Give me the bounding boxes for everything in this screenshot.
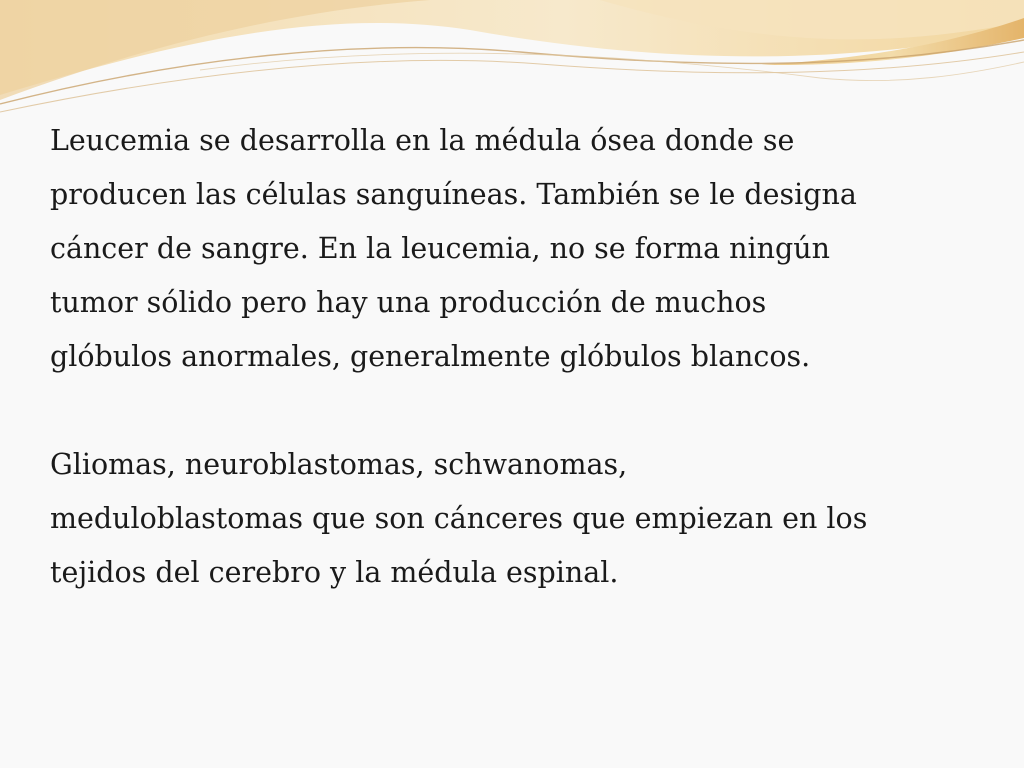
- text-line: meduloblastomas que son cánceres que empiezan en los: [50, 502, 868, 535]
- slide-body-text: [50, 114, 990, 600]
- text-line: Leucemia se desarrolla en la médula ósea donde se: [50, 124, 795, 157]
- text-line: glóbulos anormales, generalmente glóbulos blancos.: [50, 340, 811, 373]
- paragraph-leucemia: [50, 114, 990, 384]
- paragraph-spacer: [50, 384, 990, 438]
- text-line: cáncer de sangre. En la leucemia, no se forma ningún: [50, 232, 830, 265]
- text-line: tumor sólido pero hay una producción de muchos: [50, 286, 767, 319]
- paragraph-gliomas: [50, 438, 990, 600]
- text-line: tejidos del cerebro y la médula espinal.: [50, 556, 619, 589]
- text-line: producen las células sanguíneas. También se le designa: [50, 178, 857, 211]
- header-wave-decoration: [0, 0, 1024, 130]
- text-line: Gliomas, neuroblastomas, schwanomas,: [50, 448, 628, 481]
